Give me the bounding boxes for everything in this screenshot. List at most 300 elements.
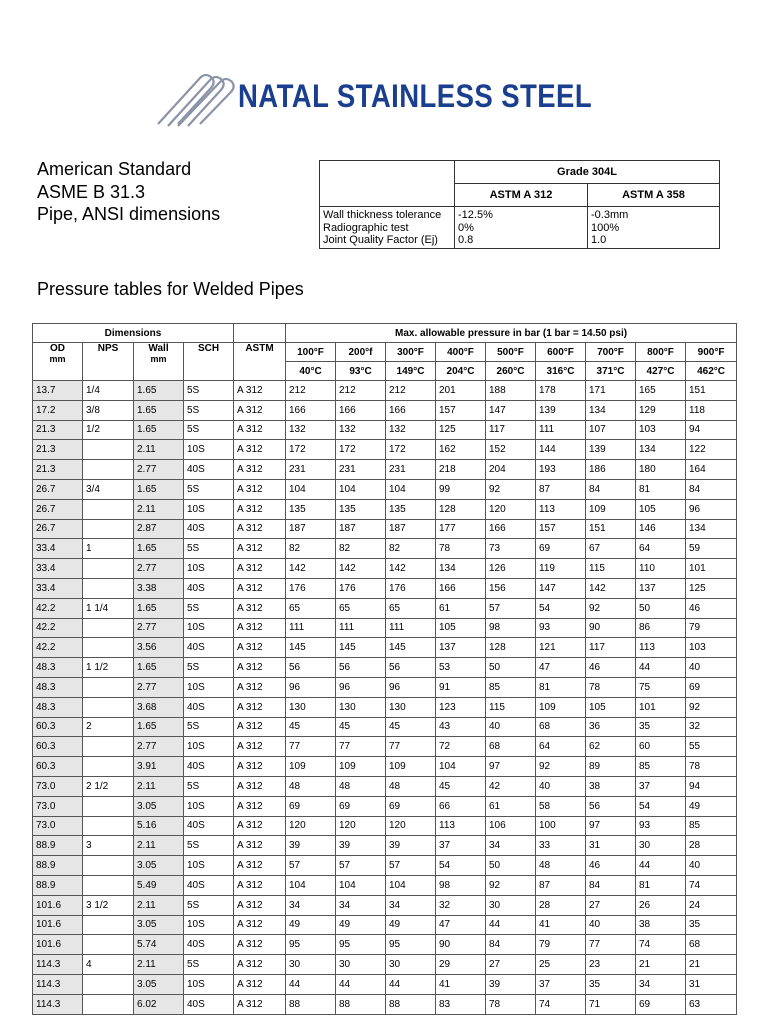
cell-wall: 3.05	[134, 974, 184, 994]
cell-pressure: 42	[486, 776, 536, 796]
cell-pressure: 106	[486, 816, 536, 836]
cell-pressure: 84	[486, 935, 536, 955]
cell-pressure: 119	[536, 559, 586, 579]
cell-nps	[83, 816, 134, 836]
cell-pressure: 139	[586, 440, 636, 460]
cell-astm: A 312	[234, 499, 286, 519]
table-row	[33, 638, 737, 658]
cell-astm: A 312	[234, 836, 286, 856]
cell-pressure: 30	[636, 836, 686, 856]
cell-pressure: 117	[486, 420, 536, 440]
cell-pressure: 93	[536, 618, 586, 638]
cell-od: 73.0	[33, 796, 83, 816]
table-row	[33, 856, 737, 876]
cell-nps	[83, 499, 134, 519]
temp-f-6: 700°F	[586, 343, 636, 362]
cell-pressure: 50	[636, 598, 686, 618]
cell-nps	[83, 796, 134, 816]
cell-od: 26.7	[33, 499, 83, 519]
cell-pressure: 187	[386, 519, 436, 539]
cell-sch: 5S	[184, 658, 234, 678]
cell-pressure: 172	[286, 440, 336, 460]
a312-wall-tolerance: -12.5%	[458, 209, 493, 221]
label-joint-quality: Joint Quality Factor (Ej)	[323, 234, 438, 246]
cell-pressure: 83	[436, 994, 486, 1014]
cell-pressure: 104	[436, 757, 486, 777]
cell-pressure: 204	[486, 460, 536, 480]
cell-pressure: 109	[386, 757, 436, 777]
cell-astm: A 312	[234, 776, 286, 796]
cell-pressure: 109	[286, 757, 336, 777]
cell-pressure: 172	[386, 440, 436, 460]
cell-od: 21.3	[33, 420, 83, 440]
cell-astm: A 312	[234, 796, 286, 816]
temp-c-1: 93°C	[336, 362, 386, 381]
cell-pressure: 23	[586, 955, 636, 975]
cell-astm: A 312	[234, 479, 286, 499]
cell-pressure: 65	[386, 598, 436, 618]
cell-pressure: 142	[286, 559, 336, 579]
cell-pressure: 105	[436, 618, 486, 638]
cell-pressure: 24	[686, 895, 737, 915]
cell-pressure: 79	[536, 935, 586, 955]
cell-pressure: 109	[336, 757, 386, 777]
cell-pressure: 152	[486, 440, 536, 460]
cell-pressure: 65	[286, 598, 336, 618]
cell-nps	[83, 856, 134, 876]
cell-pressure: 99	[436, 479, 486, 499]
pressure-table	[32, 323, 737, 1015]
cell-pressure: 82	[286, 539, 336, 559]
grade-a312-values	[455, 207, 588, 249]
cell-pressure: 231	[386, 460, 436, 480]
table-row	[33, 519, 737, 539]
cell-sch: 10S	[184, 440, 234, 460]
table-row	[33, 935, 737, 955]
cell-od: 48.3	[33, 677, 83, 697]
cell-pressure: 49	[686, 796, 737, 816]
cell-sch: 10S	[184, 915, 234, 935]
cell-pressure: 172	[336, 440, 386, 460]
heading-standard: American Standard	[37, 159, 192, 179]
cell-pressure: 109	[536, 697, 586, 717]
table-row	[33, 994, 737, 1014]
temp-c-6: 371°C	[586, 362, 636, 381]
cell-pressure: 84	[586, 479, 636, 499]
cell-pressure: 92	[586, 598, 636, 618]
cell-pressure: 44	[336, 974, 386, 994]
cell-pressure: 130	[286, 697, 336, 717]
cell-pressure: 120	[286, 816, 336, 836]
cell-nps: 3 1/2	[83, 895, 134, 915]
cell-pressure: 218	[436, 460, 486, 480]
cell-pressure: 94	[686, 776, 737, 796]
cell-pressure: 151	[686, 381, 737, 401]
cell-pressure: 38	[636, 915, 686, 935]
cell-pressure: 25	[536, 955, 586, 975]
cell-astm: A 312	[234, 381, 286, 401]
cell-pressure: 101	[636, 697, 686, 717]
table-row	[33, 440, 737, 460]
cell-pressure: 109	[586, 499, 636, 519]
cell-pressure: 34	[336, 895, 386, 915]
cell-pressure: 87	[536, 479, 586, 499]
temp-f-8: 900°F	[686, 343, 737, 362]
cell-pressure: 90	[436, 935, 486, 955]
cell-pressure: 111	[286, 618, 336, 638]
cell-pressure: 30	[336, 955, 386, 975]
cell-od: 33.4	[33, 578, 83, 598]
cell-sch: 10S	[184, 737, 234, 757]
cell-wall: 5.74	[134, 935, 184, 955]
cell-od: 73.0	[33, 776, 83, 796]
cell-od: 33.4	[33, 539, 83, 559]
cell-pressure: 95	[286, 935, 336, 955]
table-row	[33, 499, 737, 519]
table-row	[33, 895, 737, 915]
cell-astm: A 312	[234, 420, 286, 440]
cell-astm: A 312	[234, 519, 286, 539]
cell-pressure: 92	[486, 875, 536, 895]
cell-pressure: 44	[636, 658, 686, 678]
pressure-table-body	[33, 381, 737, 1015]
cell-nps	[83, 915, 134, 935]
cell-od: 101.6	[33, 895, 83, 915]
cell-pressure: 121	[536, 638, 586, 658]
cell-pressure: 171	[586, 381, 636, 401]
cell-pressure: 231	[336, 460, 386, 480]
cell-pressure: 60	[636, 737, 686, 757]
cell-pressure: 157	[436, 400, 486, 420]
cell-pressure: 139	[536, 400, 586, 420]
cell-nps: 1/4	[83, 381, 134, 401]
cell-sch: 40S	[184, 994, 234, 1014]
grade-a358-values	[588, 207, 720, 249]
cell-pressure: 113	[536, 499, 586, 519]
cell-pressure: 57	[386, 856, 436, 876]
grade-table-blank-cell	[320, 161, 455, 207]
cell-pressure: 56	[336, 658, 386, 678]
cell-pressure: 186	[586, 460, 636, 480]
cell-pressure: 40	[586, 915, 636, 935]
table-row	[33, 658, 737, 678]
cell-pressure: 146	[636, 519, 686, 539]
cell-sch: 40S	[184, 578, 234, 598]
cell-pressure: 88	[336, 994, 386, 1014]
cell-pressure: 176	[286, 578, 336, 598]
cell-pressure: 28	[536, 895, 586, 915]
a358-wall-tolerance: -0.3mm	[591, 209, 629, 221]
cell-wall: 5.16	[134, 816, 184, 836]
cell-pressure: 75	[636, 677, 686, 697]
cell-pressure: 21	[636, 955, 686, 975]
cell-pressure: 165	[636, 381, 686, 401]
cell-sch: 40S	[184, 697, 234, 717]
cell-pressure: 89	[586, 757, 636, 777]
cell-pressure: 78	[686, 757, 737, 777]
cell-wall: 3.38	[134, 578, 184, 598]
cell-wall: 2.77	[134, 559, 184, 579]
cell-sch: 10S	[184, 677, 234, 697]
cell-astm: A 312	[234, 974, 286, 994]
temp-f-0: 100°F	[286, 343, 336, 362]
cell-wall: 3.05	[134, 915, 184, 935]
table-row	[33, 598, 737, 618]
cell-pressure: 111	[336, 618, 386, 638]
pressure-header: Max. allowable pressure in bar (1 bar = 14.50 psi)	[286, 324, 737, 343]
cell-pressure: 164	[686, 460, 737, 480]
cell-pressure: 33	[536, 836, 586, 856]
cell-nps	[83, 697, 134, 717]
cell-pressure: 68	[486, 737, 536, 757]
cell-pressure: 145	[286, 638, 336, 658]
cell-pressure: 82	[386, 539, 436, 559]
section-subtitle: Pressure tables for Welded Pipes	[37, 279, 304, 299]
cell-pressure: 44	[286, 974, 336, 994]
table-row	[33, 717, 737, 737]
cell-pressure: 78	[486, 994, 536, 1014]
cell-od: 42.2	[33, 638, 83, 658]
cell-pressure: 104	[286, 875, 336, 895]
cell-pressure: 30	[386, 955, 436, 975]
cell-pressure: 69	[686, 677, 737, 697]
cell-pressure: 56	[586, 796, 636, 816]
cell-nps	[83, 875, 134, 895]
cell-wall: 2.77	[134, 737, 184, 757]
cell-od: 88.9	[33, 856, 83, 876]
table-row	[33, 400, 737, 420]
cell-pressure: 145	[336, 638, 386, 658]
cell-pressure: 35	[586, 974, 636, 994]
cell-pressure: 21	[686, 955, 737, 975]
cell-pressure: 81	[636, 479, 686, 499]
cell-pressure: 34	[486, 836, 536, 856]
cell-pressure: 77	[586, 935, 636, 955]
cell-pressure: 130	[336, 697, 386, 717]
cell-sch: 40S	[184, 875, 234, 895]
cell-pressure: 49	[336, 915, 386, 935]
cell-wall: 1.65	[134, 479, 184, 499]
cell-pressure: 137	[636, 578, 686, 598]
cell-sch: 10S	[184, 499, 234, 519]
cell-wall: 1.65	[134, 717, 184, 737]
cell-pressure: 105	[586, 697, 636, 717]
cell-od: 48.3	[33, 697, 83, 717]
cell-od: 21.3	[33, 440, 83, 460]
cell-wall: 1.65	[134, 400, 184, 420]
cell-pressure: 201	[436, 381, 486, 401]
temp-f-7: 800°F	[636, 343, 686, 362]
cell-nps: 1	[83, 539, 134, 559]
table-row	[33, 539, 737, 559]
cell-pressure: 55	[686, 737, 737, 757]
cell-pressure: 104	[336, 479, 386, 499]
cell-pressure: 81	[536, 677, 586, 697]
cell-pressure: 32	[686, 717, 737, 737]
cell-pressure: 135	[386, 499, 436, 519]
cell-pressure: 130	[386, 697, 436, 717]
table-row	[33, 559, 737, 579]
cell-nps	[83, 460, 134, 480]
table-row	[33, 479, 737, 499]
cell-sch: 10S	[184, 796, 234, 816]
cell-pressure: 78	[586, 677, 636, 697]
cell-pressure: 57	[486, 598, 536, 618]
cell-astm: A 312	[234, 994, 286, 1014]
cell-wall: 1.65	[134, 381, 184, 401]
cell-sch: 5S	[184, 776, 234, 796]
cell-wall: 2.11	[134, 955, 184, 975]
cell-pressure: 92	[536, 757, 586, 777]
cell-pressure: 63	[686, 994, 737, 1014]
col-od-header: OD mm	[33, 343, 83, 381]
cell-pressure: 84	[686, 479, 737, 499]
cell-astm: A 312	[234, 717, 286, 737]
cell-sch: 5S	[184, 539, 234, 559]
cell-astm: A 312	[234, 440, 286, 460]
cell-pressure: 45	[286, 717, 336, 737]
table-row	[33, 460, 737, 480]
cell-pressure: 37	[436, 836, 486, 856]
cell-pressure: 107	[586, 420, 636, 440]
cell-pressure: 46	[686, 598, 737, 618]
cell-pressure: 36	[586, 717, 636, 737]
cell-pressure: 26	[636, 895, 686, 915]
cell-pressure: 56	[286, 658, 336, 678]
cell-pressure: 31	[586, 836, 636, 856]
cell-pressure: 122	[686, 440, 737, 460]
table-row	[33, 776, 737, 796]
cell-pressure: 77	[286, 737, 336, 757]
cell-pressure: 117	[586, 638, 636, 658]
table-row	[33, 955, 737, 975]
temp-f-1: 200°f	[336, 343, 386, 362]
cell-pressure: 39	[336, 836, 386, 856]
cell-nps	[83, 757, 134, 777]
cell-wall: 2.11	[134, 499, 184, 519]
cell-pressure: 74	[636, 935, 686, 955]
temp-c-4: 260°C	[486, 362, 536, 381]
cell-pressure: 49	[386, 915, 436, 935]
cell-pressure: 111	[386, 618, 436, 638]
cell-pressure: 66	[436, 796, 486, 816]
cell-pressure: 188	[486, 381, 536, 401]
temp-c-0: 40°C	[286, 362, 336, 381]
cell-pressure: 156	[486, 578, 536, 598]
cell-sch: 10S	[184, 974, 234, 994]
cell-pressure: 113	[436, 816, 486, 836]
cell-pressure: 104	[386, 479, 436, 499]
cell-pressure: 61	[486, 796, 536, 816]
temp-c-8: 462°C	[686, 362, 737, 381]
cell-pressure: 177	[436, 519, 486, 539]
cell-sch: 5S	[184, 955, 234, 975]
cell-pressure: 87	[536, 875, 586, 895]
temp-c-7: 427°C	[636, 362, 686, 381]
cell-pressure: 38	[586, 776, 636, 796]
cell-pressure: 135	[286, 499, 336, 519]
cell-pressure: 135	[336, 499, 386, 519]
cell-pressure: 176	[336, 578, 386, 598]
heading-code: ASME B 31.3	[37, 181, 146, 202]
cell-wall: 2.11	[134, 440, 184, 460]
cell-pressure: 28	[686, 836, 737, 856]
cell-pressure: 166	[386, 400, 436, 420]
cell-pressure: 104	[286, 479, 336, 499]
cell-wall: 5.49	[134, 875, 184, 895]
cell-pressure: 187	[336, 519, 386, 539]
a312-radiographic-test: 0%	[458, 221, 474, 234]
cell-pressure: 45	[386, 717, 436, 737]
table-row	[33, 737, 737, 757]
cell-od: 114.3	[33, 955, 83, 975]
cell-pressure: 134	[436, 559, 486, 579]
cell-pressure: 48	[536, 856, 586, 876]
cell-astm: A 312	[234, 460, 286, 480]
cell-pressure: 145	[386, 638, 436, 658]
cell-astm: A 312	[234, 697, 286, 717]
cell-wall: 2.77	[134, 677, 184, 697]
cell-pressure: 47	[536, 658, 586, 678]
cell-pressure: 115	[486, 697, 536, 717]
table-row	[33, 697, 737, 717]
cell-sch: 5S	[184, 381, 234, 401]
cell-pressure: 94	[686, 420, 737, 440]
cell-pressure: 98	[436, 875, 486, 895]
cell-pressure: 39	[286, 836, 336, 856]
cell-pressure: 35	[686, 915, 737, 935]
cell-pressure: 151	[586, 519, 636, 539]
cell-nps	[83, 519, 134, 539]
table-row	[33, 420, 737, 440]
cell-astm: A 312	[234, 658, 286, 678]
cell-pressure: 166	[336, 400, 386, 420]
cell-sch: 5S	[184, 479, 234, 499]
cell-sch: 10S	[184, 559, 234, 579]
astm-header-spacer	[234, 324, 286, 343]
cell-pressure: 79	[686, 618, 737, 638]
label-wall-tolerance: Wall thickness tolerance	[323, 209, 442, 221]
cell-pressure: 128	[486, 638, 536, 658]
cell-pressure: 59	[686, 539, 737, 559]
cell-pressure: 96	[386, 677, 436, 697]
cell-pressure: 64	[536, 737, 586, 757]
cell-pressure: 39	[386, 836, 436, 856]
cell-pressure: 212	[386, 381, 436, 401]
cell-pressure: 62	[586, 737, 636, 757]
grade-col-a358: ASTM A 358	[588, 184, 720, 207]
cell-pressure: 100	[536, 816, 586, 836]
cell-pressure: 46	[586, 658, 636, 678]
cell-pressure: 128	[436, 499, 486, 519]
cell-astm: A 312	[234, 915, 286, 935]
cell-pressure: 81	[636, 875, 686, 895]
cell-od: 21.3	[33, 460, 83, 480]
temp-c-5: 316°C	[536, 362, 586, 381]
cell-nps: 3/4	[83, 479, 134, 499]
cell-sch: 5S	[184, 717, 234, 737]
cell-pressure: 35	[636, 717, 686, 737]
table-row	[33, 974, 737, 994]
dimensions-header: Dimensions	[33, 324, 234, 343]
cell-pressure: 41	[536, 915, 586, 935]
cell-astm: A 312	[234, 895, 286, 915]
cell-pressure: 137	[436, 638, 486, 658]
cell-pressure: 88	[286, 994, 336, 1014]
cell-pressure: 54	[636, 796, 686, 816]
cell-pressure: 95	[336, 935, 386, 955]
table-row	[33, 836, 737, 856]
